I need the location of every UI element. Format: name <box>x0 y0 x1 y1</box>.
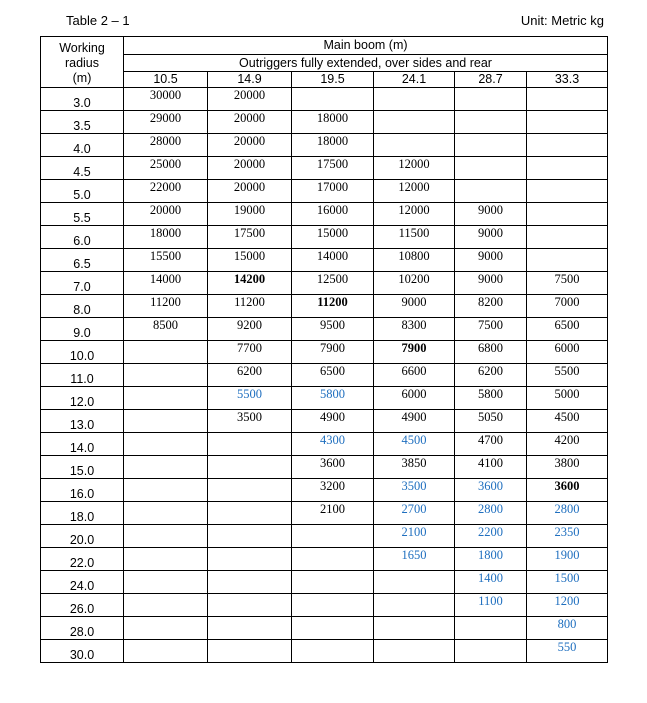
capacity-cell: 18000 <box>292 111 374 134</box>
capacity-cell: 5800 <box>292 387 374 410</box>
capacity-cell <box>208 433 292 456</box>
radius-cell: 4.0 <box>41 134 124 157</box>
capacity-cell: 1400 <box>455 571 527 594</box>
radius-cell: 11.0 <box>41 364 124 387</box>
capacity-cell <box>208 571 292 594</box>
radius-cell: 22.0 <box>41 548 124 571</box>
radius-cell: 10.0 <box>41 341 124 364</box>
table-caption: Table 2 – 1 <box>66 13 130 28</box>
capacity-cell <box>292 571 374 594</box>
capacity-cell <box>527 226 608 249</box>
capacity-cell <box>527 111 608 134</box>
radius-cell: 24.0 <box>41 571 124 594</box>
capacity-cell <box>374 617 455 640</box>
radius-cell: 6.0 <box>41 226 124 249</box>
capacity-cell: 7000 <box>527 295 608 318</box>
capacity-cell <box>292 640 374 663</box>
capacity-cell: 4100 <box>455 456 527 479</box>
capacity-cell <box>124 617 208 640</box>
capacity-cell: 2700 <box>374 502 455 525</box>
capacity-cell: 3600 <box>527 479 608 502</box>
capacity-cell <box>374 640 455 663</box>
capacity-cell: 2100 <box>374 525 455 548</box>
capacity-cell <box>208 479 292 502</box>
capacity-cell: 11200 <box>292 295 374 318</box>
table-row <box>41 502 608 525</box>
capacity-cell: 17500 <box>208 226 292 249</box>
radius-cell: 5.0 <box>41 180 124 203</box>
table-row <box>41 364 608 387</box>
capacity-cell <box>527 180 608 203</box>
capacity-cell: 10200 <box>374 272 455 295</box>
capacity-cell: 2350 <box>527 525 608 548</box>
capacity-cell: 11500 <box>374 226 455 249</box>
capacity-cell <box>124 640 208 663</box>
capacity-cell: 1800 <box>455 548 527 571</box>
capacity-cell <box>208 502 292 525</box>
capacity-cell <box>292 594 374 617</box>
radius-cell: 7.0 <box>41 272 124 295</box>
capacity-cell: 4200 <box>527 433 608 456</box>
radius-cell: 28.0 <box>41 617 124 640</box>
capacity-cell <box>374 571 455 594</box>
capacity-cell: 6000 <box>374 387 455 410</box>
capacity-cell: 6800 <box>455 341 527 364</box>
capacity-cell: 11200 <box>124 295 208 318</box>
capacity-cell: 8200 <box>455 295 527 318</box>
table-row <box>41 525 608 548</box>
capacity-cell: 3500 <box>208 410 292 433</box>
table-row <box>41 318 608 341</box>
radius-cell: 4.5 <box>41 157 124 180</box>
capacity-cell: 2200 <box>455 525 527 548</box>
capacity-cell: 6200 <box>208 364 292 387</box>
boom-length-header: 14.9 <box>208 72 292 88</box>
capacity-cell <box>527 134 608 157</box>
capacity-cell: 29000 <box>124 111 208 134</box>
capacity-cell: 4900 <box>374 410 455 433</box>
capacity-cell: 6200 <box>455 364 527 387</box>
capacity-cell <box>124 433 208 456</box>
capacity-cell: 5050 <box>455 410 527 433</box>
capacity-cell: 800 <box>527 617 608 640</box>
capacity-cell: 5500 <box>208 387 292 410</box>
capacity-cell <box>527 157 608 180</box>
capacity-cell <box>124 479 208 502</box>
capacity-cell: 28000 <box>124 134 208 157</box>
table-row <box>41 479 608 502</box>
radius-cell: 16.0 <box>41 479 124 502</box>
radius-cell: 6.5 <box>41 249 124 272</box>
capacity-cell <box>124 594 208 617</box>
capacity-cell: 9000 <box>374 295 455 318</box>
table-row <box>41 456 608 479</box>
capacity-cell: 17000 <box>292 180 374 203</box>
radius-header-line: (m) <box>72 71 92 85</box>
capacity-cell: 4500 <box>374 433 455 456</box>
capacity-cell: 7700 <box>208 341 292 364</box>
table-row <box>41 249 608 272</box>
capacity-cell: 2100 <box>292 502 374 525</box>
capacity-cell: 6500 <box>527 318 608 341</box>
capacity-cell: 3200 <box>292 479 374 502</box>
radius-cell: 5.5 <box>41 203 124 226</box>
capacity-cell: 5500 <box>527 364 608 387</box>
capacity-cell <box>527 249 608 272</box>
capacity-cell: 20000 <box>208 180 292 203</box>
table-row <box>41 111 608 134</box>
capacity-cell: 9500 <box>292 318 374 341</box>
capacity-cell <box>124 341 208 364</box>
radius-cell: 30.0 <box>41 640 124 663</box>
capacity-cell: 4900 <box>292 410 374 433</box>
radius-cell: 3.5 <box>41 111 124 134</box>
unit-label: Unit: Metric kg <box>520 13 604 28</box>
capacity-cell <box>527 203 608 226</box>
radius-header-line: radius <box>64 56 100 70</box>
table-row <box>41 226 608 249</box>
radius-cell: 3.0 <box>41 88 124 111</box>
radius-cell: 9.0 <box>41 318 124 341</box>
capacity-cell <box>455 111 527 134</box>
capacity-cell <box>292 525 374 548</box>
capacity-cell: 1100 <box>455 594 527 617</box>
capacity-cell: 3500 <box>374 479 455 502</box>
capacity-cell: 12000 <box>374 203 455 226</box>
capacity-cell: 1200 <box>527 594 608 617</box>
capacity-cell: 10800 <box>374 249 455 272</box>
radius-header <box>41 37 124 88</box>
capacity-cell: 4500 <box>527 410 608 433</box>
capacity-cell: 9000 <box>455 249 527 272</box>
capacity-cell: 14200 <box>208 272 292 295</box>
capacity-cell: 1500 <box>527 571 608 594</box>
table-row <box>41 410 608 433</box>
capacity-cell: 9000 <box>455 203 527 226</box>
boom-length-header: 10.5 <box>124 72 208 88</box>
table-row <box>41 272 608 295</box>
capacity-cell: 9000 <box>455 272 527 295</box>
capacity-cell <box>455 617 527 640</box>
capacity-cell <box>124 525 208 548</box>
capacity-cell: 12000 <box>374 180 455 203</box>
capacity-cell <box>124 387 208 410</box>
capacity-cell: 9200 <box>208 318 292 341</box>
capacity-cell: 6600 <box>374 364 455 387</box>
boom-length-header: 19.5 <box>292 72 374 88</box>
table-row <box>41 203 608 226</box>
capacity-cell: 5800 <box>455 387 527 410</box>
capacity-cell <box>455 88 527 111</box>
capacity-cell <box>527 88 608 111</box>
capacity-cell: 6500 <box>292 364 374 387</box>
capacity-cell: 8300 <box>374 318 455 341</box>
table-row <box>41 295 608 318</box>
boom-length-header: 28.7 <box>455 72 527 88</box>
capacity-cell: 30000 <box>124 88 208 111</box>
capacity-cell: 12500 <box>292 272 374 295</box>
capacity-cell <box>124 410 208 433</box>
radius-cell: 18.0 <box>41 502 124 525</box>
capacity-cell: 20000 <box>208 134 292 157</box>
capacity-cell: 15500 <box>124 249 208 272</box>
main-boom-header: Main boom (m) <box>124 37 608 55</box>
capacity-cell: 8500 <box>124 318 208 341</box>
capacity-cell: 1900 <box>527 548 608 571</box>
capacity-cell <box>208 640 292 663</box>
capacity-cell: 11200 <box>208 295 292 318</box>
capacity-cell: 7900 <box>374 341 455 364</box>
capacity-cell <box>374 134 455 157</box>
capacity-cell <box>124 548 208 571</box>
capacity-cell <box>124 571 208 594</box>
radius-cell: 12.0 <box>41 387 124 410</box>
table-row <box>41 180 608 203</box>
table-row <box>41 134 608 157</box>
capacity-cell: 2800 <box>455 502 527 525</box>
capacity-cell: 14000 <box>124 272 208 295</box>
radius-cell: 8.0 <box>41 295 124 318</box>
capacity-cell <box>124 456 208 479</box>
table-row <box>41 571 608 594</box>
table-row <box>41 640 608 663</box>
table-row <box>41 548 608 571</box>
capacity-cell <box>208 548 292 571</box>
radius-header-line: Working <box>59 41 105 55</box>
capacity-cell: 3600 <box>292 456 374 479</box>
radius-cell: 15.0 <box>41 456 124 479</box>
capacity-cell: 1650 <box>374 548 455 571</box>
capacity-cell: 19000 <box>208 203 292 226</box>
capacity-cell <box>292 548 374 571</box>
capacity-cell: 5000 <box>527 387 608 410</box>
capacity-cell: 20000 <box>124 203 208 226</box>
capacity-cell <box>208 525 292 548</box>
radius-cell: 13.0 <box>41 410 124 433</box>
capacity-cell <box>374 594 455 617</box>
capacity-cell <box>208 594 292 617</box>
capacity-cell: 20000 <box>208 157 292 180</box>
capacity-cell <box>455 640 527 663</box>
capacity-cell <box>455 157 527 180</box>
table-row <box>41 157 608 180</box>
table-row <box>41 88 608 111</box>
capacity-cell <box>208 617 292 640</box>
capacity-cell <box>455 180 527 203</box>
capacity-cell: 2800 <box>527 502 608 525</box>
radius-cell: 26.0 <box>41 594 124 617</box>
capacity-cell: 7500 <box>455 318 527 341</box>
capacity-cell: 7500 <box>527 272 608 295</box>
capacity-cell: 15000 <box>208 249 292 272</box>
capacity-cell: 4300 <box>292 433 374 456</box>
capacity-cell: 20000 <box>208 111 292 134</box>
capacity-cell <box>292 617 374 640</box>
capacity-cell: 18000 <box>124 226 208 249</box>
table-row <box>41 387 608 410</box>
capacity-cell: 25000 <box>124 157 208 180</box>
capacity-cell <box>374 88 455 111</box>
capacity-cell <box>124 364 208 387</box>
capacity-cell <box>455 134 527 157</box>
load-chart-table <box>40 36 608 663</box>
capacity-cell <box>124 502 208 525</box>
table-row <box>41 433 608 456</box>
capacity-cell: 6000 <box>527 341 608 364</box>
capacity-cell: 550 <box>527 640 608 663</box>
capacity-cell: 20000 <box>208 88 292 111</box>
capacity-cell: 18000 <box>292 134 374 157</box>
capacity-cell: 9000 <box>455 226 527 249</box>
capacity-cell: 3800 <box>527 456 608 479</box>
outriggers-header: Outriggers fully extended, over sides and rear <box>124 55 608 72</box>
boom-length-header: 24.1 <box>374 72 455 88</box>
table-row <box>41 594 608 617</box>
capacity-cell <box>374 111 455 134</box>
capacity-cell: 4700 <box>455 433 527 456</box>
table-row <box>41 341 608 364</box>
capacity-cell: 14000 <box>292 249 374 272</box>
capacity-cell: 3850 <box>374 456 455 479</box>
radius-cell: 20.0 <box>41 525 124 548</box>
capacity-cell: 15000 <box>292 226 374 249</box>
capacity-cell: 3600 <box>455 479 527 502</box>
capacity-cell: 22000 <box>124 180 208 203</box>
capacity-cell <box>292 88 374 111</box>
capacity-cell: 16000 <box>292 203 374 226</box>
radius-cell: 14.0 <box>41 433 124 456</box>
capacity-cell: 12000 <box>374 157 455 180</box>
capacity-cell <box>208 456 292 479</box>
capacity-cell: 7900 <box>292 341 374 364</box>
boom-length-header: 33.3 <box>527 72 608 88</box>
capacity-cell: 17500 <box>292 157 374 180</box>
table-row <box>41 617 608 640</box>
